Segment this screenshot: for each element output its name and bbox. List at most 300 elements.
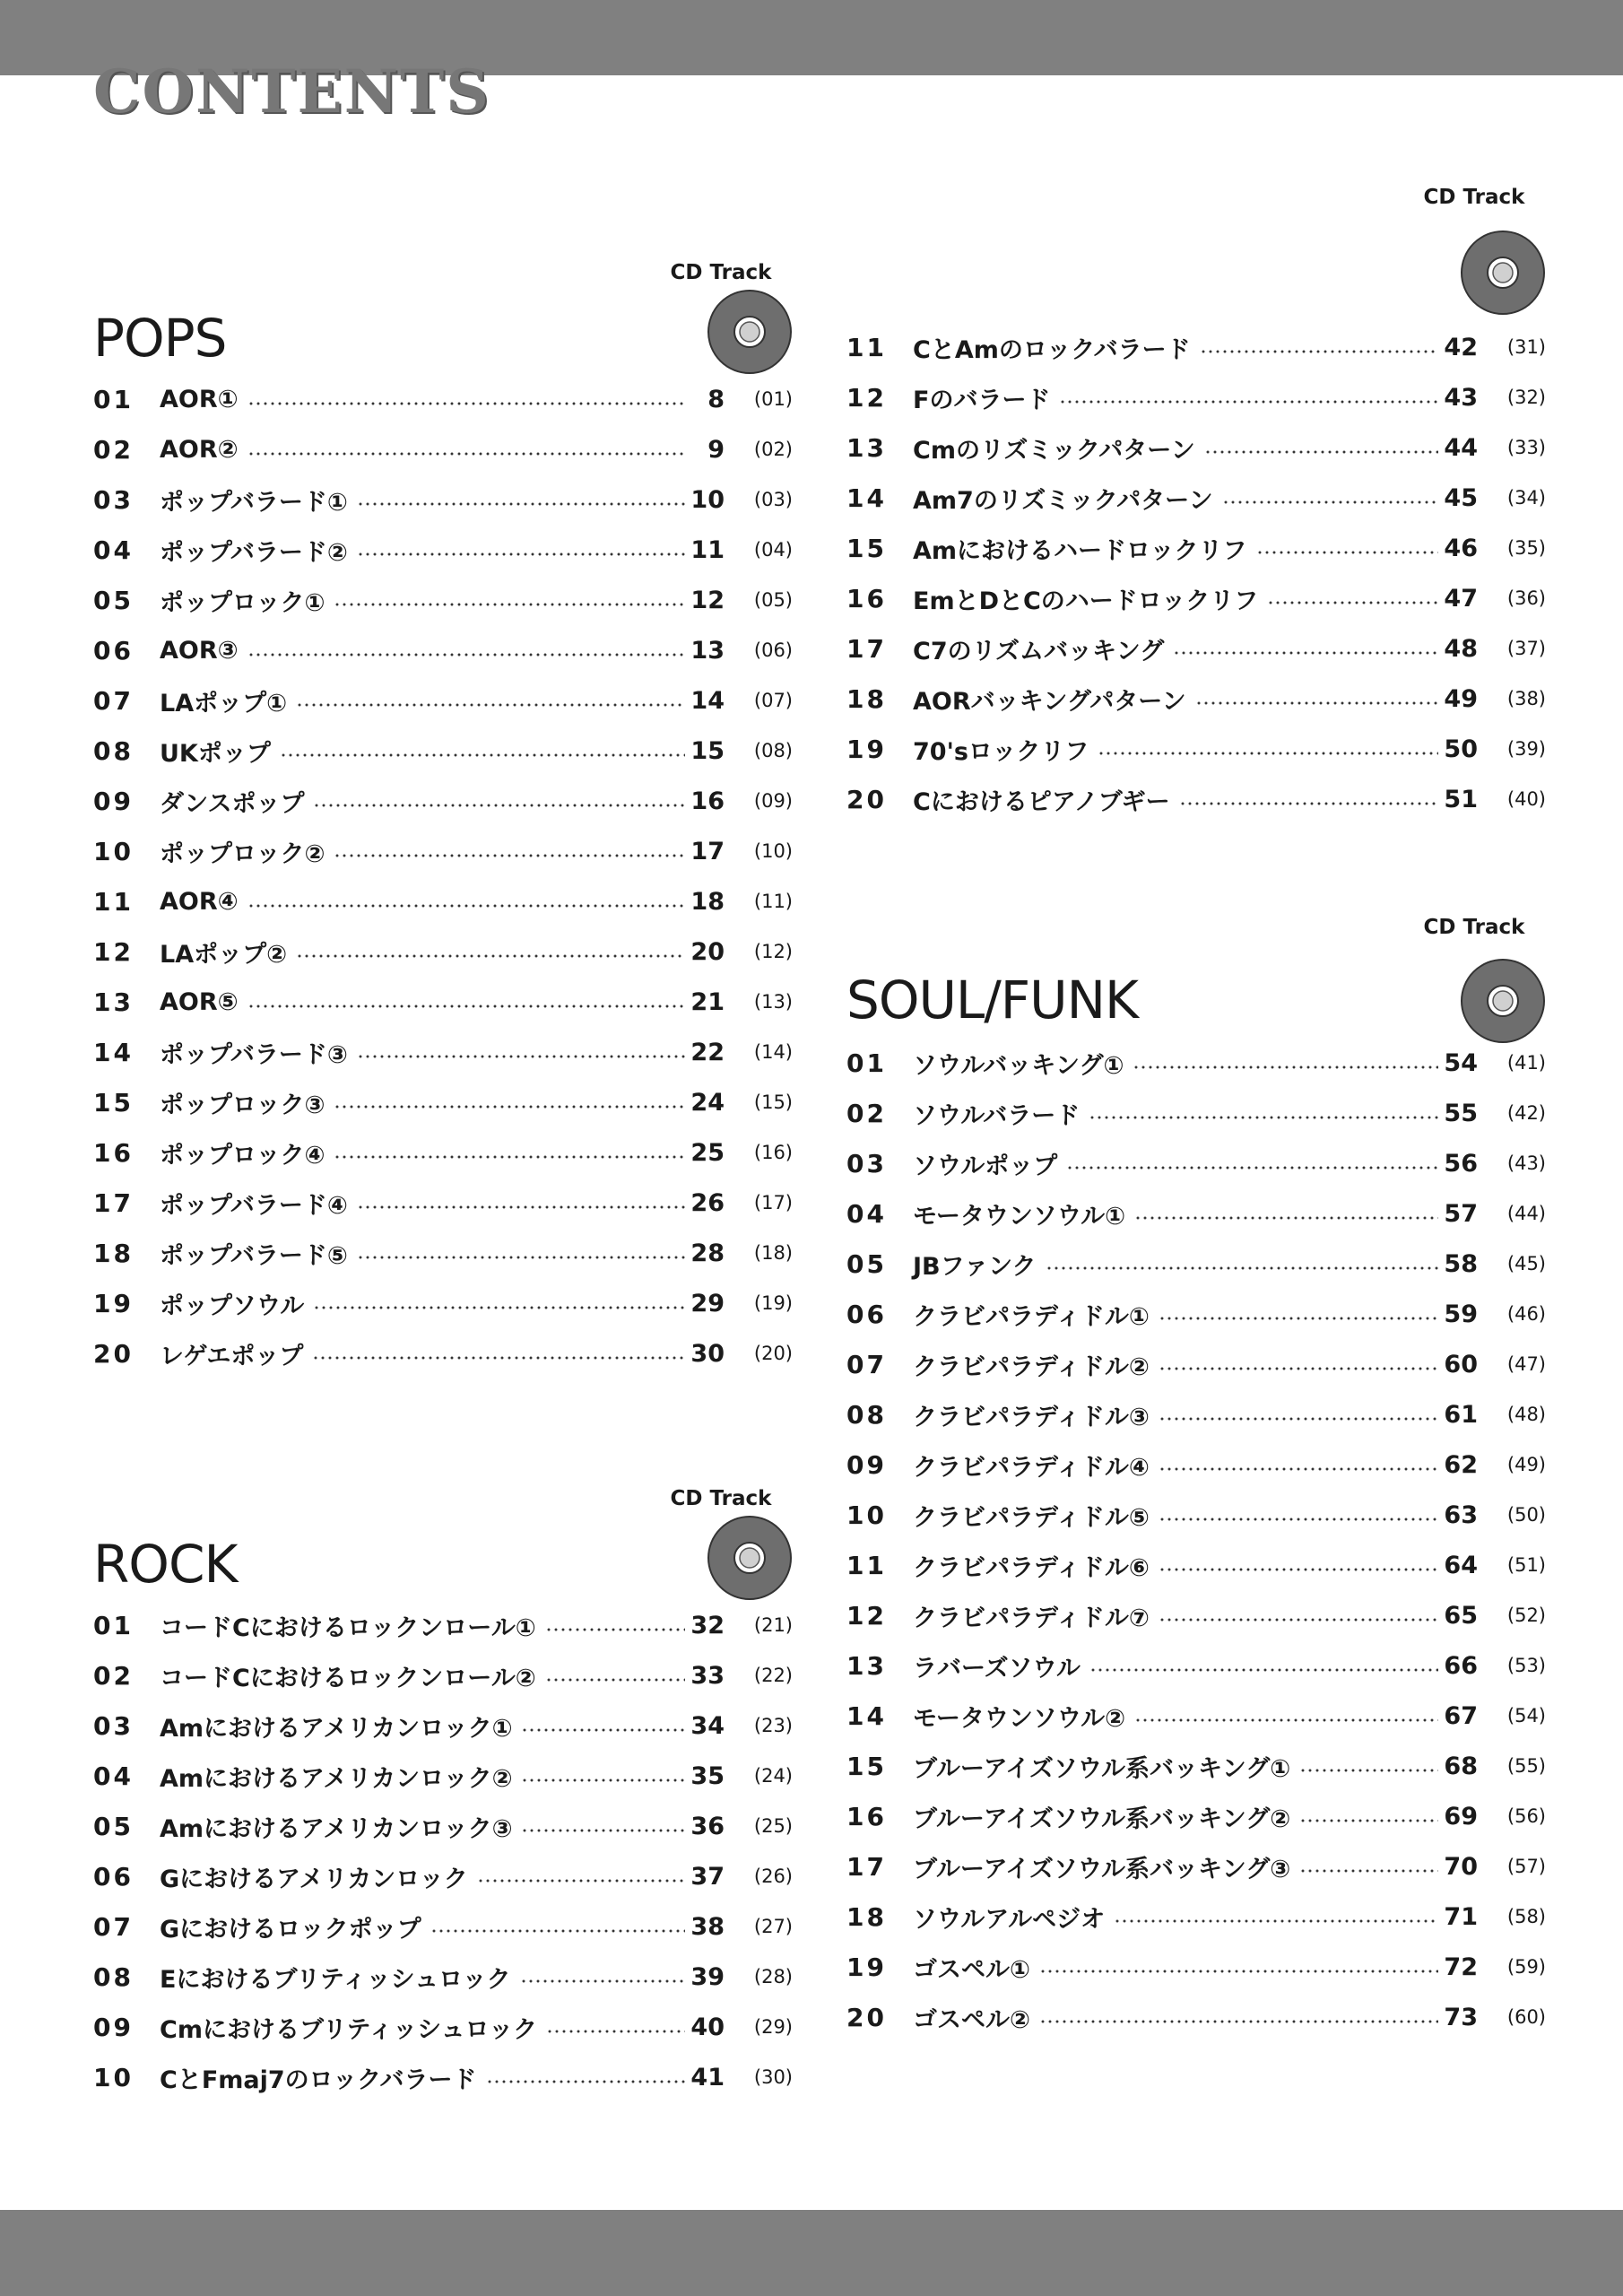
dot-leader — [1059, 400, 1438, 404]
toc-entry — [93, 733, 793, 769]
entry-number: 06 — [846, 1299, 887, 1329]
dot-leader — [313, 804, 685, 807]
dot-leader — [334, 1155, 685, 1159]
toc-entry — [93, 632, 793, 668]
toc-entry — [93, 1235, 793, 1271]
entry-page-number: 66 — [1444, 1651, 1478, 1680]
entry-title: LAポップ① — [160, 689, 287, 718]
entry-cd-track: (38) — [1506, 688, 1546, 709]
entry-page-number: 33 — [690, 1661, 725, 1690]
entry-cd-track: (56) — [1506, 1805, 1546, 1827]
dot-leader — [1267, 601, 1438, 604]
toc-entry — [846, 1999, 1546, 2035]
dot-leader — [521, 1728, 685, 1732]
entry-cd-track: (41) — [1506, 1052, 1546, 1074]
toc-entry — [93, 1758, 793, 1794]
toc-entry — [846, 1346, 1546, 1382]
section-title-soul-funk: SOUL/FUNK — [846, 970, 1139, 1031]
entry-title: クラビパラディドル④ — [913, 1453, 1150, 1482]
entry-cd-track: (24) — [753, 1765, 793, 1787]
entry-number: 05 — [846, 1248, 887, 1279]
entry-title: Fのバラード — [913, 386, 1051, 414]
entry-title: ポップバラード③ — [160, 1040, 348, 1069]
dot-leader — [1039, 2020, 1438, 2023]
toc-entry — [846, 731, 1546, 767]
entry-title: ポップロック③ — [160, 1091, 325, 1119]
entry-page-number: 38 — [690, 1912, 725, 1941]
entry-number: 07 — [93, 685, 134, 716]
toc-entry — [846, 1798, 1546, 1834]
dot-leader — [296, 703, 685, 707]
entry-cd-track: (47) — [1506, 1353, 1546, 1375]
entry-page-number: 51 — [1444, 785, 1478, 813]
toc-entry — [846, 480, 1546, 516]
dot-leader — [1204, 450, 1438, 454]
entry-cd-track: (04) — [753, 539, 793, 561]
entry-number: 11 — [846, 1550, 887, 1580]
entry-title: クラビパラディドル⑥ — [913, 1553, 1150, 1582]
entry-cd-track: (27) — [753, 1916, 793, 1937]
entry-number: 04 — [93, 535, 134, 565]
entry-number: 17 — [846, 633, 887, 664]
toc-entry — [846, 1045, 1546, 1081]
entry-cd-track: (35) — [1506, 537, 1546, 559]
toc-entry — [846, 1648, 1546, 1683]
entry-number: 12 — [93, 936, 134, 967]
entry-title: ポップバラード④ — [160, 1191, 348, 1220]
entry-page-number: 57 — [1444, 1199, 1478, 1228]
entry-page-number: 17 — [690, 837, 725, 865]
entry-page-number: 9 — [707, 435, 725, 464]
entry-cd-track: (32) — [1506, 387, 1546, 408]
entry-page-number: 41 — [690, 2063, 725, 2092]
entry-page-number: 10 — [690, 485, 725, 514]
entry-page-number: 64 — [1444, 1551, 1478, 1579]
entry-cd-track: (17) — [753, 1192, 793, 1213]
toc-entry — [93, 984, 793, 1020]
entry-number: 08 — [93, 1961, 134, 1992]
entry-cd-track: (06) — [753, 639, 793, 661]
entry-title: モータウンソウル① — [913, 1202, 1125, 1231]
entry-cd-track: (57) — [1506, 1856, 1546, 1877]
entry-page-number: 65 — [1444, 1601, 1478, 1630]
entry-cd-track: (45) — [1506, 1253, 1546, 1274]
entry-title: クラビパラディドル⑦ — [913, 1604, 1150, 1632]
entry-page-number: 60 — [1444, 1350, 1478, 1378]
entry-title: LAポップ② — [160, 940, 287, 969]
entry-number: 15 — [846, 533, 887, 563]
toc-entry — [846, 1396, 1546, 1432]
toc-entry — [93, 1657, 793, 1693]
entry-number: 19 — [846, 1952, 887, 1982]
entry-cd-track: (23) — [753, 1715, 793, 1736]
cd-track-label: CD Track — [670, 1487, 772, 1510]
dot-leader — [247, 904, 686, 908]
toc-entry — [846, 631, 1546, 666]
entry-number: 06 — [93, 1861, 134, 1892]
toc-entry — [846, 530, 1546, 566]
dot-leader — [545, 1678, 685, 1682]
toc-entry — [93, 1034, 793, 1070]
entry-title: AORバッキングパターン — [913, 687, 1186, 716]
dot-leader — [1195, 701, 1438, 705]
dot-leader — [312, 1356, 685, 1360]
entry-cd-track: (26) — [753, 1866, 793, 1887]
entry-page-number: 49 — [1444, 684, 1478, 713]
section-soul-funk — [846, 915, 1546, 2081]
entry-page-number: 26 — [690, 1188, 725, 1217]
entry-page-number: 73 — [1444, 2003, 1478, 2031]
entry-cd-track: (19) — [753, 1292, 793, 1314]
entry-number: 07 — [93, 1911, 134, 1942]
entry-title: ソウルバラード — [913, 1101, 1081, 1130]
entry-number: 17 — [93, 1187, 134, 1218]
entry-cd-track: (50) — [1506, 1504, 1546, 1526]
toc-entry — [93, 783, 793, 819]
entry-title: ラバーズソウル — [913, 1654, 1081, 1683]
entry-title: Cmにおけるブリティッシュロック — [160, 2015, 538, 2044]
entry-page-number: 36 — [690, 1812, 725, 1840]
entry-cd-track: (22) — [753, 1665, 793, 1686]
dot-leader — [247, 402, 686, 405]
dot-leader — [1089, 1668, 1438, 1672]
dot-leader — [477, 1879, 685, 1883]
toc-entry — [846, 379, 1546, 415]
entry-page-number: 42 — [1444, 333, 1478, 361]
entry-number: 01 — [846, 1048, 887, 1078]
entry-page-number: 48 — [1444, 634, 1478, 663]
dot-leader — [1200, 350, 1438, 353]
entry-page-number: 16 — [690, 787, 725, 815]
entry-number: 15 — [93, 1087, 134, 1118]
entry-page-number: 50 — [1444, 735, 1478, 763]
dot-leader — [1066, 1166, 1438, 1170]
dot-leader — [521, 1779, 685, 1782]
entry-page-number: 47 — [1444, 584, 1478, 613]
toc-entry — [93, 1335, 793, 1371]
dot-leader — [486, 2080, 686, 2083]
entry-title: AOR③ — [160, 636, 239, 665]
entry-page-number: 32 — [690, 1611, 725, 1639]
cd-track-label: CD Track — [1423, 916, 1525, 939]
entry-page-number: 45 — [1444, 483, 1478, 512]
toc-entry — [846, 781, 1546, 817]
entry-cd-track: (21) — [753, 1614, 793, 1636]
toc-entry — [93, 1959, 793, 1995]
entry-cd-track: (54) — [1506, 1705, 1546, 1726]
entry-cd-track: (51) — [1506, 1554, 1546, 1576]
entry-title: Am7のリズミックパターン — [913, 486, 1213, 515]
entry-number: 09 — [93, 2012, 134, 2042]
dot-leader — [1179, 802, 1438, 805]
dot-leader — [313, 1306, 685, 1309]
entry-title: CとFmaj7のロックバラード — [160, 2066, 477, 2094]
entry-page-number: 14 — [690, 686, 725, 715]
entry-cd-track: (49) — [1506, 1454, 1546, 1475]
entry-cd-track: (33) — [1506, 437, 1546, 458]
entry-cd-track: (43) — [1506, 1152, 1546, 1174]
cd-disc-icon — [707, 1515, 793, 1601]
entry-title: Eにおけるブリティッシュロック — [160, 1965, 511, 1994]
cd-disc-icon — [1460, 958, 1546, 1044]
dot-leader — [1299, 1769, 1438, 1772]
section-rock — [93, 1486, 793, 2132]
entry-number: 19 — [93, 1288, 134, 1318]
entry-number: 10 — [846, 1500, 887, 1530]
toc-entry — [93, 1285, 793, 1321]
entry-title: JBファンク — [913, 1252, 1037, 1281]
entry-number: 10 — [93, 2062, 134, 2092]
entry-number: 16 — [846, 583, 887, 613]
entry-title: ゴスペル① — [913, 1955, 1030, 1984]
toc-entry — [846, 1497, 1546, 1533]
entry-cd-track: (60) — [1506, 2006, 1546, 2028]
toc-entry — [846, 1447, 1546, 1483]
entry-number: 03 — [93, 1710, 134, 1741]
entry-title: ポップバラード① — [160, 488, 348, 517]
entry-number: 16 — [93, 1137, 134, 1168]
entry-number: 20 — [846, 2002, 887, 2032]
toc-entry — [93, 532, 793, 568]
dot-leader — [247, 1004, 686, 1008]
entry-title: クラビパラディドル③ — [913, 1403, 1150, 1431]
entry-number: 16 — [846, 1801, 887, 1831]
entry-title: C7のリズムバッキング — [913, 637, 1165, 665]
toc-entry — [846, 1145, 1546, 1181]
dot-leader — [1299, 1819, 1438, 1822]
cd-disc-icon — [707, 289, 793, 375]
entry-page-number: 18 — [690, 887, 725, 916]
entry-page-number: 15 — [690, 736, 725, 765]
entry-number: 12 — [846, 382, 887, 413]
entry-number: 18 — [846, 683, 887, 714]
dot-leader — [1039, 1970, 1438, 1973]
dot-leader — [1159, 1568, 1438, 1571]
entry-cd-track: (09) — [753, 790, 793, 812]
entry-cd-track: (28) — [753, 1966, 793, 1987]
entry-cd-track: (20) — [753, 1343, 793, 1364]
toc-entry — [846, 1196, 1546, 1231]
entry-cd-track: (13) — [753, 991, 793, 1013]
entry-title: クラビパラディドル① — [913, 1302, 1150, 1331]
dot-leader — [357, 1055, 685, 1058]
entry-title: ブルーアイズソウル系バッキング① — [913, 1754, 1291, 1783]
entry-title: EmとDとCのハードロックリフ — [913, 587, 1259, 615]
entry-cd-track: (58) — [1506, 1906, 1546, 1927]
entry-number: 17 — [846, 1851, 887, 1882]
entry-number: 02 — [93, 1660, 134, 1691]
toc-entry — [846, 1899, 1546, 1935]
entry-page-number: 71 — [1444, 1902, 1478, 1931]
entry-page-number: 12 — [690, 586, 725, 614]
entry-page-number: 72 — [1444, 1952, 1478, 1981]
dot-leader — [357, 1256, 685, 1259]
toc-entry — [93, 934, 793, 970]
entry-number: 02 — [846, 1098, 887, 1128]
dot-leader — [334, 603, 685, 606]
entry-title: ポップロック④ — [160, 1141, 325, 1170]
dot-leader — [1133, 1065, 1438, 1069]
entry-title: ソウルアルペジオ — [913, 1905, 1106, 1934]
entry-title: ブルーアイズソウル系バッキング③ — [913, 1855, 1291, 1883]
entry-title: ダンスポップ — [160, 789, 305, 818]
entry-number: 01 — [93, 384, 134, 414]
entry-title: クラビパラディドル② — [913, 1352, 1150, 1381]
entry-title: Gにおけるアメリカンロック — [160, 1865, 468, 1893]
dot-leader — [334, 1105, 685, 1109]
entry-number: 13 — [93, 987, 134, 1017]
toc-entry — [846, 1698, 1546, 1734]
entry-number: 14 — [846, 483, 887, 513]
toc-entry — [93, 1858, 793, 1894]
dot-leader — [1114, 1919, 1438, 1923]
dot-leader — [247, 653, 686, 657]
toc-entry — [93, 582, 793, 618]
page-title: CONTENTS — [93, 57, 490, 126]
entry-number: 03 — [93, 484, 134, 515]
entry-page-number: 59 — [1444, 1300, 1478, 1328]
entry-page-number: 37 — [690, 1862, 725, 1891]
entry-title: ポップバラード⑤ — [160, 1241, 348, 1270]
dot-leader — [1134, 1216, 1438, 1220]
entry-title: 70'sロックリフ — [913, 737, 1089, 766]
entry-page-number: 35 — [690, 1761, 725, 1790]
dot-leader — [1159, 1317, 1438, 1320]
entry-title: Cmのリズミックパターン — [913, 436, 1195, 465]
dot-leader — [1046, 1266, 1438, 1270]
entry-title: ポップロック① — [160, 588, 325, 617]
dot-leader — [520, 1979, 685, 1983]
dot-leader — [247, 452, 686, 456]
dot-leader — [1173, 651, 1438, 655]
entry-cd-track: (10) — [753, 840, 793, 862]
toc-entry — [846, 580, 1546, 616]
toc-entry — [846, 430, 1546, 465]
bottom-band — [0, 2210, 1623, 2296]
entry-number: 13 — [846, 1650, 887, 1681]
entry-cd-track: (55) — [1506, 1755, 1546, 1777]
entry-number: 20 — [846, 784, 887, 814]
entry-number: 03 — [846, 1148, 887, 1178]
entry-cd-track: (37) — [1506, 638, 1546, 659]
entry-page-number: 28 — [690, 1239, 725, 1267]
dot-leader — [1159, 1417, 1438, 1421]
entry-page-number: 69 — [1444, 1802, 1478, 1831]
dot-leader — [1159, 1367, 1438, 1370]
entry-page-number: 34 — [690, 1711, 725, 1740]
entry-title: モータウンソウル② — [913, 1704, 1125, 1733]
dot-leader — [357, 502, 685, 506]
entry-cd-track: (40) — [1506, 788, 1546, 810]
cd-track-label: CD Track — [1423, 186, 1525, 209]
toc-entry — [93, 1185, 793, 1221]
entry-title: Amにおけるアメリカンロック② — [160, 1764, 513, 1793]
entry-title: コードCにおけるロックンロール② — [160, 1664, 536, 1692]
entry-title: AOR① — [160, 385, 239, 413]
entry-title: Amにおけるアメリカンロック① — [160, 1714, 513, 1743]
dot-leader — [357, 1205, 685, 1209]
entry-page-number: 22 — [690, 1038, 725, 1066]
entry-cd-track: (12) — [753, 941, 793, 962]
entry-cd-track: (42) — [1506, 1102, 1546, 1124]
dot-leader — [1159, 1467, 1438, 1471]
dot-leader — [430, 1929, 685, 1933]
toc-entry — [93, 482, 793, 517]
toc-entry — [93, 2059, 793, 2095]
dot-leader — [521, 1829, 685, 1832]
entry-number: 08 — [846, 1399, 887, 1430]
entry-title: UKポップ — [160, 739, 271, 768]
entry-number: 10 — [93, 836, 134, 866]
dot-leader — [1299, 1869, 1438, 1873]
dot-leader — [1159, 1618, 1438, 1622]
entry-number: 01 — [93, 1610, 134, 1640]
entry-title: ポップソウル — [160, 1292, 305, 1320]
entry-title: クラビパラディドル⑤ — [913, 1503, 1150, 1532]
entry-number: 02 — [93, 434, 134, 465]
toc-entry — [93, 1808, 793, 1844]
dot-leader — [296, 954, 685, 958]
entry-cd-track: (52) — [1506, 1605, 1546, 1626]
entry-cd-track: (02) — [753, 439, 793, 460]
toc-entry — [93, 431, 793, 467]
entry-number: 09 — [846, 1449, 887, 1480]
toc-entry — [846, 681, 1546, 717]
entry-cd-track: (36) — [1506, 587, 1546, 609]
toc-entry — [93, 1607, 793, 1643]
section-rock-continued — [846, 185, 1546, 831]
entry-number: 20 — [93, 1338, 134, 1369]
dot-leader — [546, 2030, 685, 2033]
toc-entry — [93, 883, 793, 919]
dot-leader — [1089, 1116, 1438, 1119]
entry-page-number: 43 — [1444, 383, 1478, 412]
entry-cd-track: (53) — [1506, 1655, 1546, 1676]
entry-page-number: 62 — [1444, 1450, 1478, 1479]
entry-title: ソウルバッキング① — [913, 1051, 1124, 1080]
entry-title: AOR⑤ — [160, 987, 239, 1016]
entry-cd-track: (44) — [1506, 1203, 1546, 1224]
entry-page-number: 70 — [1444, 1852, 1478, 1881]
entry-title: ソウルポップ — [913, 1152, 1058, 1180]
entry-cd-track: (39) — [1506, 738, 1546, 760]
entry-cd-track: (05) — [753, 589, 793, 611]
dot-leader — [280, 753, 685, 757]
dot-leader — [1159, 1518, 1438, 1521]
entry-page-number: 67 — [1444, 1701, 1478, 1730]
entry-page-number: 29 — [690, 1289, 725, 1318]
entry-cd-track: (14) — [753, 1041, 793, 1063]
dot-leader — [1098, 752, 1438, 755]
section-title-rock: ROCK — [93, 1534, 238, 1595]
entry-title: ブルーアイズソウル系バッキング② — [913, 1805, 1291, 1833]
entry-title: Cにおけるピアノブギー — [913, 787, 1170, 816]
toc-entry — [93, 1084, 793, 1120]
entry-page-number: 8 — [707, 385, 725, 413]
entry-title: Amにおけるハードロックリフ — [913, 536, 1247, 565]
entry-page-number: 56 — [1444, 1149, 1478, 1178]
entry-page-number: 21 — [690, 987, 725, 1016]
entry-page-number: 54 — [1444, 1048, 1478, 1077]
entry-number: 15 — [846, 1751, 887, 1781]
dot-leader — [357, 552, 685, 556]
entry-number: 11 — [93, 886, 134, 917]
entry-cd-track: (29) — [753, 2016, 793, 2038]
entry-number: 18 — [93, 1238, 134, 1268]
entry-number: 09 — [93, 786, 134, 816]
entry-cd-track: (15) — [753, 1091, 793, 1113]
toc-entry — [846, 329, 1546, 365]
